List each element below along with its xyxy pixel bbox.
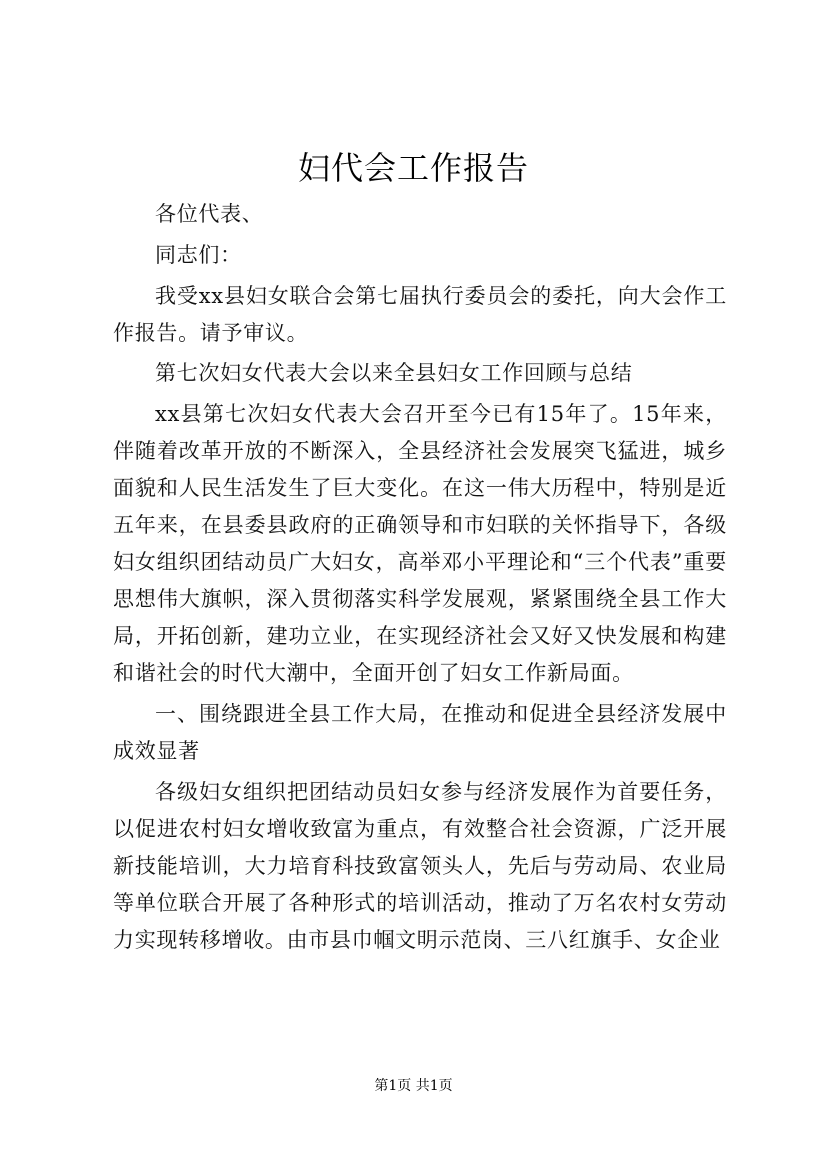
section-heading-economy: 一、围绕跟进全县工作大局，在推动和促进全县经济发展中成效显著: [113, 701, 727, 763]
salutation-comrades: 同志们：: [155, 242, 242, 267]
document-body: [113, 196, 727, 963]
economy-paragraph: 各级妇女组织把团结动员妇女参与经济发展作为首要任务，以促进农村妇女增收致富为重点，有效整合社会资源，广泛开展新技能培训，大力培育科技致富领头人，先后与劳动局、农业局等单位联合开展了各种形式的培训活动，推动了万名农村女劳动力实现转移增收。由市县巾帼文明示范岗、三八红旗手、女企业: [113, 779, 727, 952]
review-paragraph: xx县第七次妇女代表大会召开至今已有15年了。15年来，伴随着改革开放的不断深入，全县经济社会发展突飞猛进，城乡面貌和人民生活发生了巨大变化。在这一伟大历程中，特别是近五年来，在县委县政府的正确领导和市妇联的关怀指导下，各级妇女组织团结动员广大妇女，高举邓小平理论和“三个代表”重要思想伟大旗帜，深入贯彻落实科学发展观，紧紧围绕全县工作大局，开拓创新，建功立业，在实现经济社会又好又快发展和构建和谐社会的时代大潮中，全面开创了妇女工作新局面。: [113, 402, 727, 686]
salutation-representatives: 各位代表、: [155, 202, 264, 226]
document-title: 妇代会工作报告: [297, 149, 529, 187]
opening-paragraph: 我受xx县妇女联合会第七届执行委员会的委托，向大会作工作报告。请予审议。: [113, 283, 727, 345]
page-number-footer: 第1页 共1页: [374, 1078, 453, 1094]
section-heading-review: 第七次妇女代表大会以来全县妇女工作回顾与总结: [155, 361, 633, 386]
